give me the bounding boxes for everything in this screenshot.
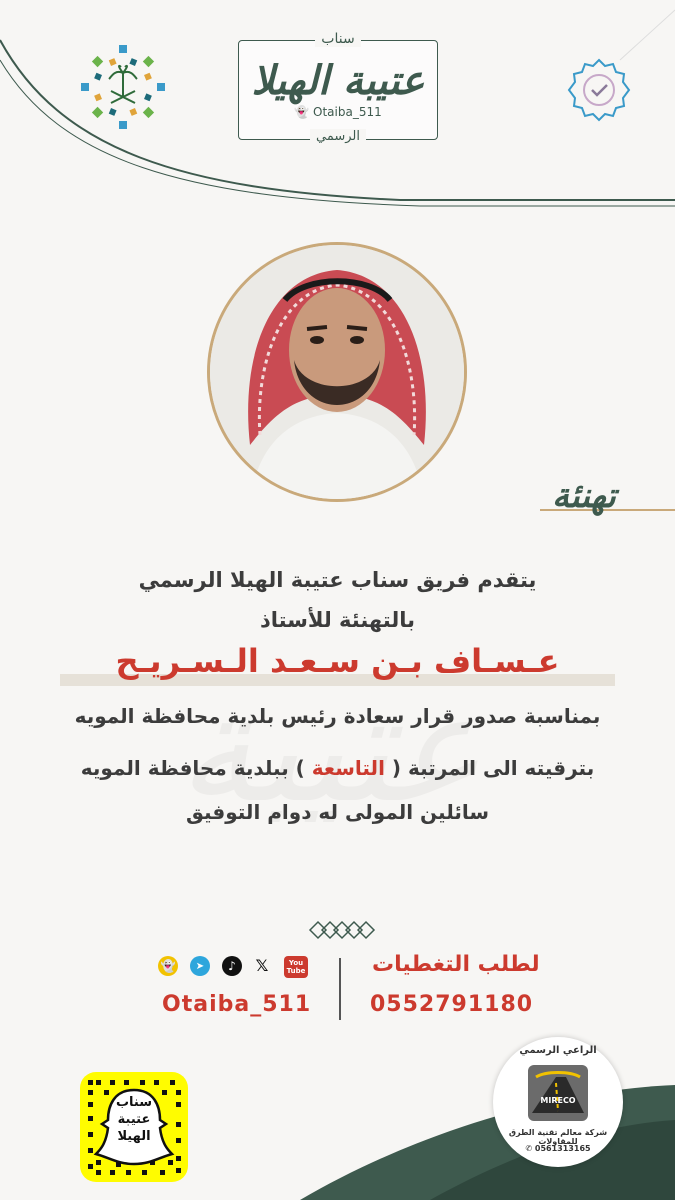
brand-top-label: سناب bbox=[239, 31, 437, 47]
coverage-request-label: لطلب التغطيات bbox=[372, 952, 540, 977]
message-line-6: سائلين المولى له دوام التوفيق bbox=[185, 800, 490, 824]
brand-title: عتيبة الهيلا bbox=[251, 57, 425, 104]
message-line-1: يتقدم فريق سناب عتيبة الهيلا الرسمي bbox=[138, 568, 537, 592]
sponsor-logo-icon bbox=[526, 1063, 590, 1123]
snapcode-label-line-1: سناب bbox=[115, 1095, 153, 1110]
rank-highlight: التاسعة bbox=[311, 756, 385, 780]
brand-handle: 👻 Otaiba_511 bbox=[294, 105, 382, 119]
saudi-emblem-logo bbox=[78, 42, 168, 132]
telegram-icon[interactable]: ➤ bbox=[190, 956, 210, 976]
message-line-5-pre: بترقيته الى المرتبة ( bbox=[384, 756, 595, 780]
message-line-5-post: ) ببلدية محافظة المويه bbox=[80, 756, 312, 780]
snapcode-label-line-3: الهيلا bbox=[117, 1129, 151, 1144]
snapchat-icon[interactable]: 👻 bbox=[158, 956, 178, 976]
tiktok-icon[interactable]: ♪ bbox=[222, 956, 242, 976]
x-icon[interactable]: 𝕏 bbox=[255, 955, 269, 975]
sponsor-phone: ✆ 0561313165 bbox=[525, 1144, 591, 1153]
brand-logo-box bbox=[238, 31, 438, 144]
footer-divider bbox=[339, 958, 341, 1020]
snapcode-label bbox=[100, 1094, 168, 1145]
verified-badge-icon bbox=[567, 58, 631, 122]
social-handle[interactable]: Otaiba_511 bbox=[162, 992, 312, 1017]
coverage-phone[interactable]: 0552791180 bbox=[370, 992, 534, 1017]
person-avatar-icon bbox=[210, 245, 464, 499]
youtube-icon[interactable]: You Tube bbox=[284, 956, 308, 978]
sponsor-title: الراعي الرسمي bbox=[519, 1045, 597, 1056]
sponsor-logo-text: MIRECO bbox=[540, 1096, 576, 1105]
official-sponsor-badge bbox=[493, 1037, 623, 1167]
message-line-5 bbox=[0, 756, 675, 780]
portrait-photo bbox=[207, 242, 467, 502]
message-line-2: بالتهنئة للأستاذ bbox=[260, 608, 415, 632]
sponsor-name: شركة معالم تقنية الطرق للمقاولات bbox=[508, 1128, 608, 1146]
message-line-4: بمناسبة صدور قرار سعادة رئيس بلدية محافظة المويه bbox=[74, 704, 601, 728]
snapchat-ghost-icon: 👻 bbox=[294, 105, 310, 119]
snapcode-label-line-2: عتيبة bbox=[117, 1112, 151, 1127]
brand-subtitle: الرسمي bbox=[239, 129, 437, 144]
honoree-name: عـسـاف بـن سـعـد الـسـريـح bbox=[115, 642, 560, 680]
congratulations-calligraphy: تهنئة bbox=[552, 476, 616, 516]
